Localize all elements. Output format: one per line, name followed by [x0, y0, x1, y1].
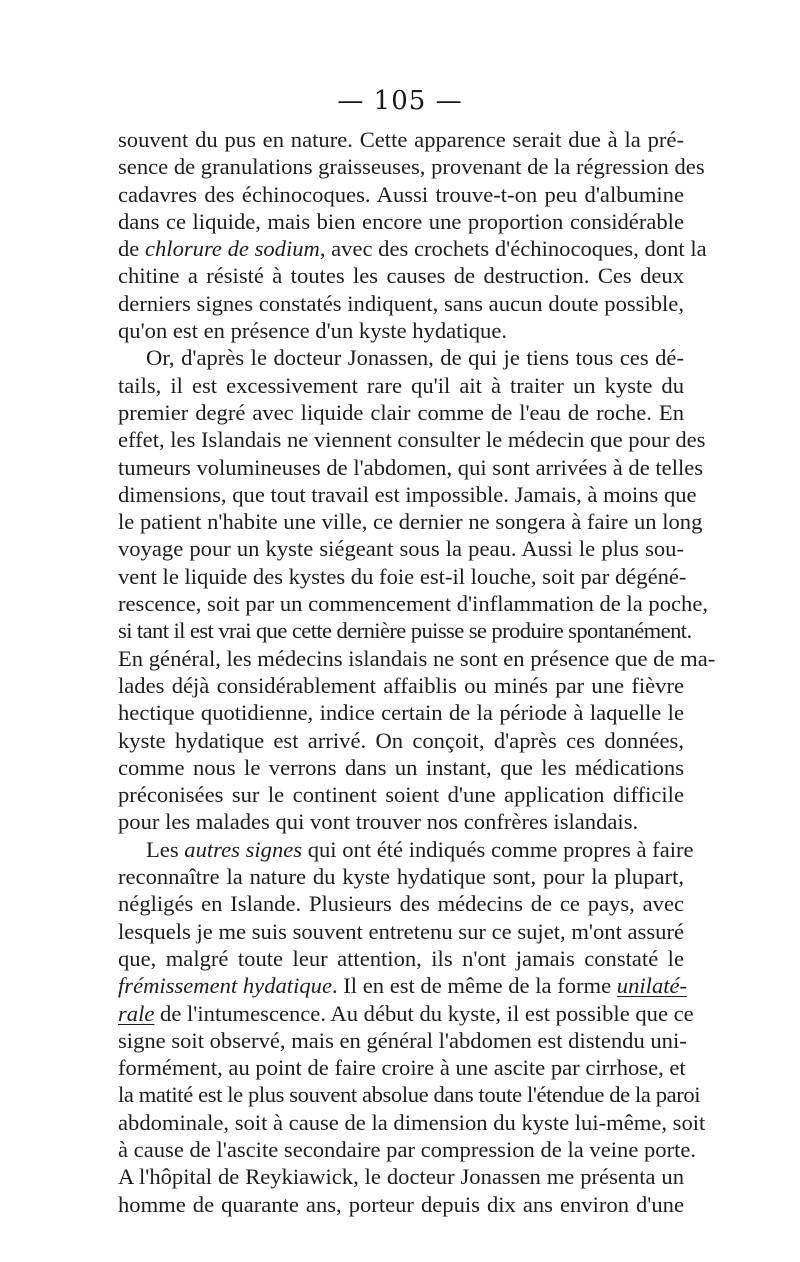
italic-term: autres signes: [184, 836, 303, 862]
text-line: signe soit observé, mais en général l'abdomen est distendu uni-: [118, 1027, 687, 1053]
text-line: lesquels je me suis souvent entretenu sur ce sujet, m'ont assuré: [118, 918, 684, 944]
text-line: reconnaître la nature du kyste hydatique sont, pour la plupart,: [118, 864, 684, 890]
text-line: rale de l'intumescence. Au début du kyste, il est possible que ce: [118, 1000, 694, 1026]
text-line: rescence, soit par un commencement d'inflammation de la poche,: [118, 591, 709, 617]
text-line: frémissement hydatique. Il en est de même de la forme unilaté-: [118, 973, 688, 999]
text-line: sence de granulations graisseuses, provenant de la régression des: [118, 154, 705, 180]
text-line: voyage pour un kyste siégeant sous la peau. Aussi le plus sou-: [118, 536, 684, 562]
text-line: cadavres des échinocoques. Aussi trouve-t-on peu d'albumine: [118, 181, 684, 207]
text-line: négligés en Islande. Plusieurs des médecins de ce pays, avec: [118, 891, 684, 917]
text-line: à cause de l'ascite secondaire par compression de la veine porte.: [118, 1136, 697, 1162]
text-line: formément, au point de faire croire à une ascite par cirrhose, et: [118, 1055, 686, 1081]
text-line: hectique quotidienne, indice certain de la période à laquelle le: [118, 700, 684, 726]
italic-term: rale: [118, 1000, 155, 1026]
text-line: vent le liquide des kystes du foie est-il louche, soit par dégéné-: [118, 563, 687, 589]
text-line: la matité est le plus souvent absolue dans toute l'étendue de la paroi: [118, 1082, 701, 1108]
text-line: chitine a résisté à toutes les causes de destruction. Ces deux: [118, 263, 684, 289]
text-line: de chlorure de sodium, avec des crochets d'échinocoques, dont la: [118, 236, 707, 262]
text-line: premier degré avec liquide clair comme de l'eau de roche. En: [118, 399, 684, 425]
text-line: effet, les Islandais ne viennent consulter le médecin que pour des: [118, 427, 706, 453]
text-line: Or, d'après le docteur Jonassen, de qui je tiens tous ces dé-: [146, 345, 684, 371]
italic-term: unilaté-: [616, 973, 688, 999]
text-line: A l'hôpital de Reykiawick, le docteur Jonassen me présenta un: [118, 1164, 684, 1190]
italic-term: chlorure de sodium: [144, 236, 320, 262]
body-text: [118, 126, 716, 1218]
text-line: dimensions, que tout travail est impossible. Jamais, à moins que: [118, 481, 697, 507]
text-line: préconisées sur le continent soient d'une application difficile: [118, 782, 684, 808]
text-line: dans ce liquide, mais bien encore une proportion considérable: [118, 208, 684, 234]
text-line: le patient n'habite une ville, ce dernier ne songera à faire un long: [118, 509, 703, 535]
text-line: tumeurs volumineuses de l'abdomen, qui sont arrivées à de telles: [118, 454, 704, 480]
text-line: lades déjà considérablement affaiblis ou minés par une fièvre: [118, 672, 684, 698]
text-line: kyste hydatique est arrivé. On conçoit, d'après ces données,: [118, 727, 684, 753]
text-line: abdominale, soit à cause de la dimension du kyste lui-même, soit: [118, 1109, 706, 1135]
text-line: Les autres signes qui ont été indiqués comme propres à faire: [146, 836, 694, 862]
text-line: souvent du pus en nature. Cette apparence serait due à la pré-: [118, 127, 684, 152]
text-line: comme nous le verrons dans un instant, que les médications: [118, 754, 684, 780]
italic-term: frémissement hydatique: [118, 973, 332, 999]
page-number: — 105 —: [337, 86, 463, 116]
text-line: En général, les médecins islandais ne sont en présence que de ma-: [118, 645, 716, 671]
text-line: derniers signes constatés indiquent, sans aucun doute possible,: [118, 290, 684, 316]
text-line: si tant il est vrai que cette dernière puisse se produire spontanément.: [118, 618, 692, 644]
text-line: pour les malades qui vont trouver nos confrères islandais.: [118, 809, 639, 835]
text-line: tails, il est excessivement rare qu'il ait à traiter un kyste du: [118, 372, 684, 398]
text-line: que, malgré toute leur attention, ils n'ont jamais constaté le: [118, 945, 684, 971]
text-line: qu'on est en présence d'un kyste hydatique.: [118, 318, 507, 344]
text-line: homme de quarante ans, porteur depuis dix ans environ d'une: [118, 1191, 684, 1217]
